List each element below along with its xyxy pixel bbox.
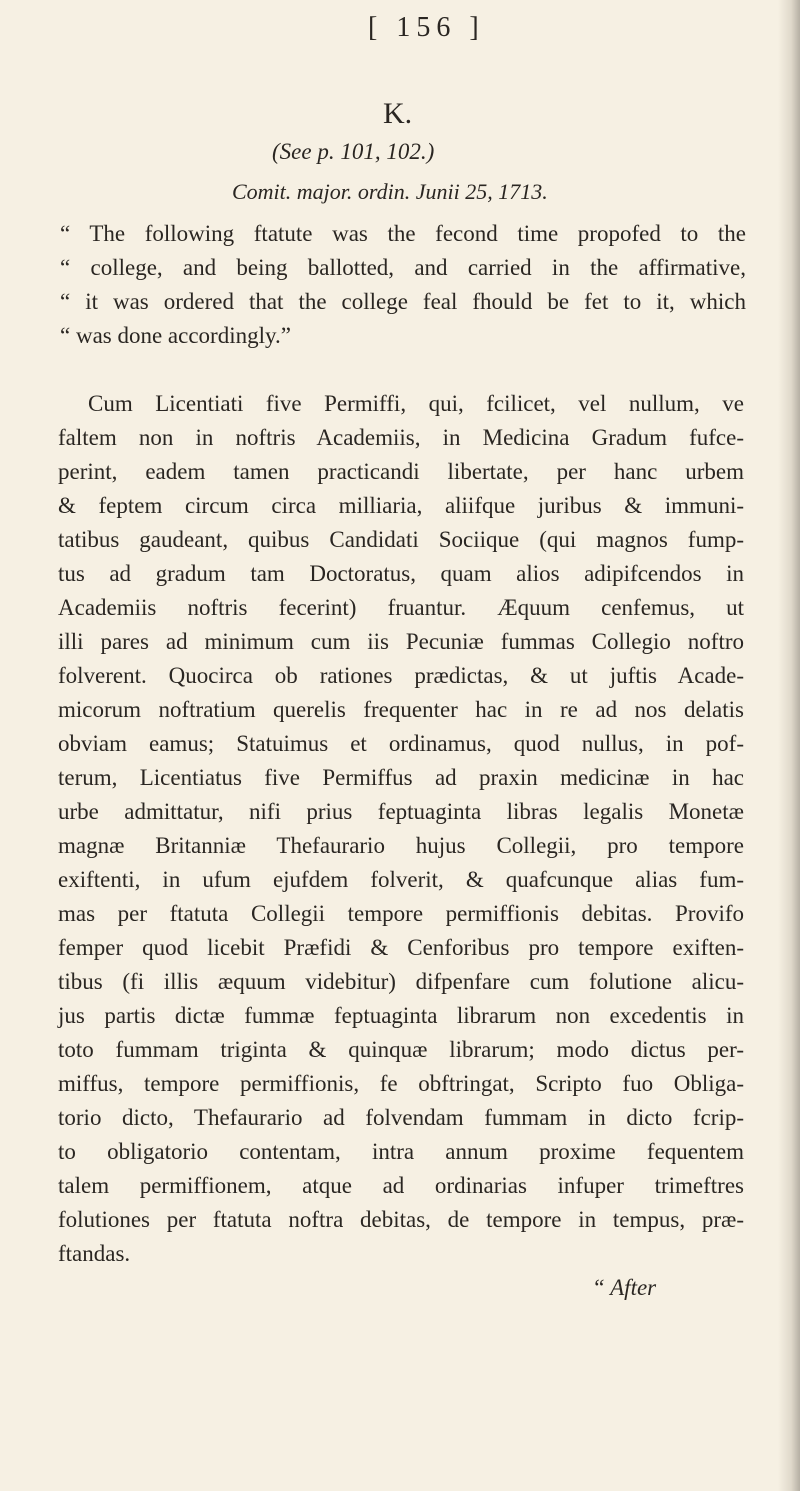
- statute-line: miffus, tempore permiffionis, fe obftringat, Scripto fuo Obliga-: [58, 1071, 744, 1096]
- catchword-text: “ After: [592, 1275, 657, 1300]
- statute-line: jus partis dictæ fummæ feptuaginta librarum non excedentis in: [58, 1003, 744, 1028]
- statute-line: Cum Licentiati five Permiffi, qui, fcilicet, vel nullum, ve: [88, 391, 744, 416]
- committee-date: [232, 176, 548, 208]
- statute-line: obviam eamus; Statuimus et ordinamus, quod nullus, in pof-: [58, 731, 744, 756]
- statute-line: exiftenti, in ufum ejufdem folverit, & quafcunque alias fum-: [58, 867, 744, 892]
- statute-line: tatibus gaudeant, quibus Candidati Sociique (qui magnos fump-: [58, 527, 744, 552]
- statute-line: urbe admittatur, nifi prius feptuaginta libras legalis Monetæ: [58, 799, 744, 824]
- statute-line: tus ad gradum tam Doctoratus, quam alios adipifcendos in: [58, 561, 744, 586]
- statute-line: folverent. Quocirca ob rationes prædictas, & ut juftis Acade-: [58, 663, 744, 688]
- statute-line: toto fummam triginta & quinquæ librarum; modo dictus per-: [58, 1037, 744, 1062]
- catchword: [592, 1272, 656, 1304]
- quote-line: “ it was ordered that the college feal fhould be fet to it, which: [60, 289, 746, 314]
- page-number: [ 156 ]: [368, 12, 485, 43]
- statute-line: illi pares ad minimum cum iis Pecuniæ fummas Collegio noftro: [58, 629, 744, 654]
- quote-line: “ The following ftatute was the fecond time propofed to the: [60, 221, 746, 246]
- see-ref-text: (See p. 101, 102.): [272, 139, 435, 164]
- statute-line: faltem non in noftris Academiis, in Medicina Gradum fufce-: [58, 425, 744, 450]
- comit-text: Comit. major. ordin. Junii 25, 1713.: [232, 179, 548, 204]
- statute-line: ftandas.: [58, 1241, 131, 1266]
- statute-line: torio dicto, Thefaurario ad folvendam fummam in dicto fcrip-: [58, 1105, 744, 1130]
- statute-line: folutiones per ftatuta noftra debitas, de tempore in tempus, præ-: [58, 1207, 744, 1232]
- statute-line: micorum noftratium querelis frequenter hac in re ad nos delatis: [58, 697, 744, 722]
- statute-line: tibus (fi illis æquum videbitur) difpenfare cum folutione alicu-: [58, 969, 744, 994]
- statute-line: Academiis noftris fecerint) fruantur. Æquum cenfemus, ut: [58, 595, 744, 620]
- quote-line: “ was done accordingly.”: [60, 323, 291, 348]
- section-heading: K.: [383, 97, 413, 130]
- statute-line: femper quod licebit Præfidi & Cenforibus pro tempore exiften-: [58, 935, 744, 960]
- statute-line: & feptem circum circa milliaria, aliifque juribus & immuni-: [58, 493, 744, 518]
- statute-line: magnæ Britanniæ Thefaurario hujus Collegii, pro tempore: [58, 833, 744, 858]
- quote-line: “ college, and being ballotted, and carried in the affirmative,: [60, 255, 746, 280]
- statute-line: perint, eadem tamen practicandi libertate, per hanc urbem: [58, 459, 744, 484]
- cross-reference: [272, 136, 434, 168]
- statute-line: talem permiffionem, atque ad ordinarias infuper trimeftres: [58, 1173, 744, 1198]
- statute-line: to obligatorio contentam, intra annum proxime fequentem: [58, 1139, 744, 1164]
- page-edge-shadow: [778, 0, 800, 1491]
- statute-line: mas per ftatuta Collegii tempore permiffionis debitas. Provifo: [58, 901, 744, 926]
- statute-line: terum, Licentiatus five Permiffus ad praxin medicinæ in hac: [58, 765, 744, 790]
